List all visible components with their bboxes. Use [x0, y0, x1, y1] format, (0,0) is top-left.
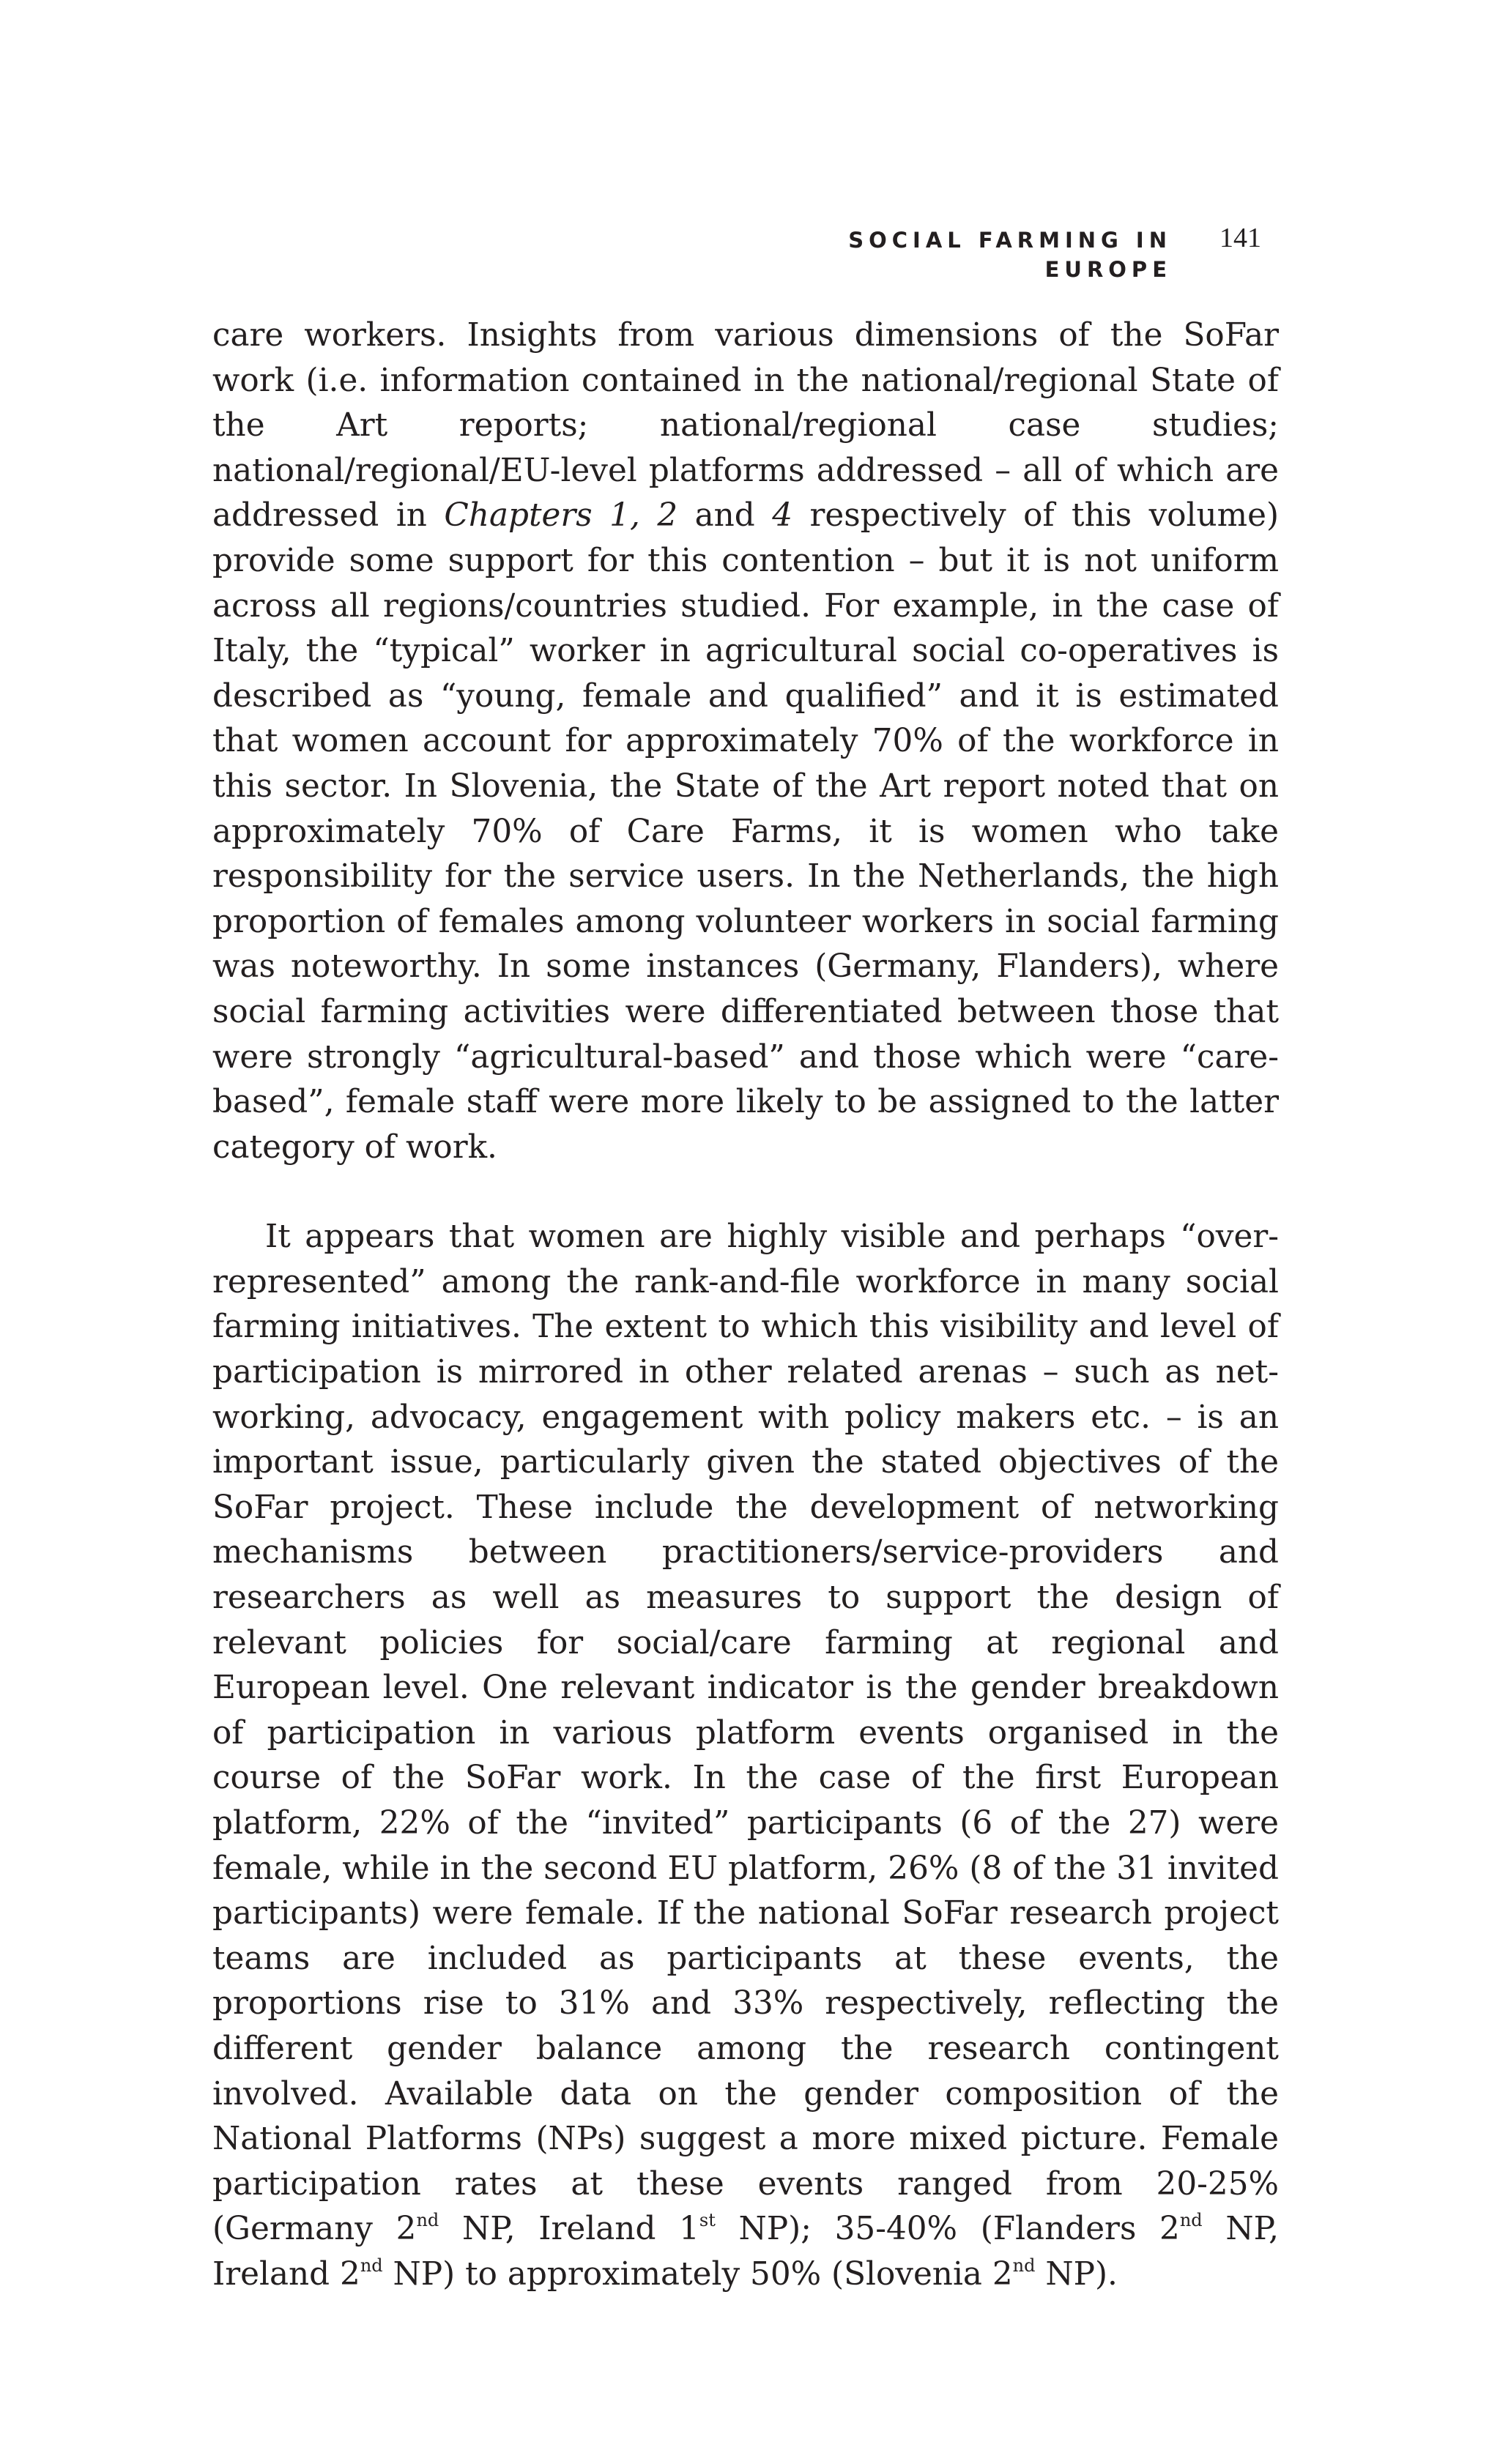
paragraph-2-text-f: NP). — [1035, 2255, 1118, 2293]
paragraph-2-text-e: NP) to approximately 50% (Slovenia 2 — [382, 2255, 1013, 2293]
chapter-four-reference: 4 — [772, 496, 792, 535]
ordinal-superscript: nd — [1179, 2210, 1203, 2231]
chapters-reference: Chapters 1, 2 — [444, 496, 678, 535]
paragraph-2-text-c: NP); 35-40% (Flanders 2 — [715, 2210, 1180, 2248]
paragraph-1 — [212, 313, 1279, 1169]
paragraph-1-text-c: respectively of this volume) provide some support for this contention – but it is not uniform across all regions/countries studied. For example, in the case of Italy, the “typical” worker in agricultural social co-operatives is described as “young, female and qualified” and it is estimated that women account for approximately 70% of the workforce in this sector. In Slovenia, the State of the Art report noted that on approximately 70% of Care Farms, it is women who take responsibility for the service users. In the Netherlands, the high proportion of females among volunteer workers in social farming was noteworthy. In some instances (Germany, Flanders), where social farming activities were differentiated between those that were strongly “agricultural-based” and those which were “care-based”, female staff were more likely to be assigned to the latter category of work. — [212, 496, 1279, 1166]
paragraph-2-text-b: NP, Ireland 1 — [439, 2210, 699, 2248]
paragraph-2-text-d: NP, Ireland 2 — [212, 2210, 1280, 2293]
paragraph-1-text-a: care workers. Insights from various dimensions of the SoFar work (i.e. information contained in the national/regional State of the Art reports; national/regional case studies; national/regional/EU-level platforms addressed – all of which are addressed in — [212, 316, 1279, 535]
ordinal-superscript: nd — [360, 2255, 383, 2276]
paragraph-2-text-a: It appears that women are highly visible and perhaps “over-represented” among the rank-and-file workforce in many social farming initiatives. The extent to which this visibility and level of participation is mirrored in other related arenas – such as networking, advocacy, engagement with policy makers etc. – is an important issue, particularly given the stated objectives of the SoFar project. These include the development of networking mechanisms between practitioners/service-providers and researchers as well as measures to support the design of relevant policies for social/care farming at regional and European level. One relevant indicator is the gender breakdown of participation in various platform events organised in the course of the SoFar work. In the case of the first European platform, 22% of the “invited” participants (6 of the 27) were female, while in the second EU platform, 26% (8 of the 31 invited participants) were female. If the national SoFar research project teams are included as participants at these events, the proportions rise to 31% and 33% respectively, reflecting the different gender balance among the research contingent involved. Available data on the gender composition of the National Platforms (NPs) suggest a more mixed picture. Female participation rates at these events ranged from 20-25% (Germany 2 — [212, 1218, 1279, 2248]
page-number: 141 — [1219, 223, 1261, 253]
ordinal-superscript: nd — [1012, 2255, 1036, 2276]
paragraph-1-text-b: and — [677, 496, 773, 535]
ordinal-superscript: st — [699, 2210, 716, 2231]
ordinal-superscript: nd — [416, 2210, 439, 2231]
paragraph-2 — [212, 1214, 1279, 2296]
running-head-title: SOCIAL FARMING IN EUROPE — [848, 228, 1172, 282]
body-text — [212, 313, 1279, 2297]
